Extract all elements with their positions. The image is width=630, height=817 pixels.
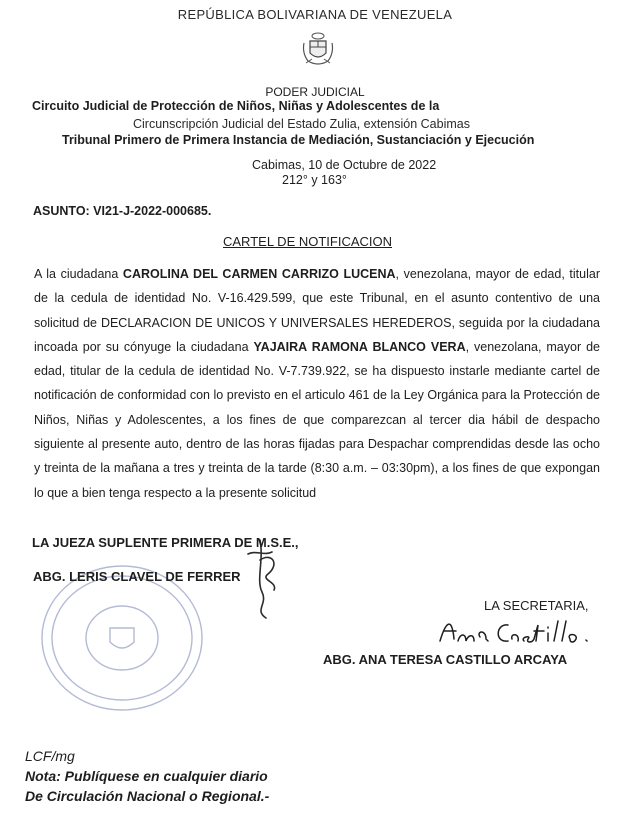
tribunal-heading: Tribunal Primero de Primera Instancia de Mediación, Sustanciación y Ejecución (62, 133, 535, 147)
note-line-1: Nota: Publíquese en cualquier diario (25, 768, 268, 784)
note-line-2: De Circulación Nacional o Regional.- (25, 788, 270, 804)
body-part-1: A la ciudadana (34, 267, 123, 281)
judge-name: ABG. LERIS CLAVEL DE FERRER (33, 569, 241, 584)
notice-body (34, 262, 600, 505)
secretary-name: ABG. ANA TERESA CASTILLO ARCAYA (323, 652, 568, 667)
notified-person-name: CAROLINA DEL CARMEN CARRIZO LUCENA (122, 267, 396, 281)
circuit-heading: Circuito Judicial de Protección de Niños, Niñas y Adolescentes de la (32, 99, 440, 113)
republic-heading: REPÚBLICA BOLIVARIANA DE VENEZUELA (177, 7, 453, 22)
body-part-3: , venezolana, mayor de edad, titular de la cedula de identidad No. V-7.739.922, se ha dispuesto instarle mediante cartel de notificación de conformidad con lo previsto en el articulo 461 de la Ley Orgánica para la Protección de Niños, Niñas y Adolescentes, a los fines de que comparezcan al tercer dia hábil de despacho siguiente al presente auto, dentro de las horas fijadas para Despachar comprendidas desde las ocho y treinta de la mañana a tres y treinta de la tarde (8:30 a.m. – 03:30pm), a los fines de que expongan lo que a bien tenga respecto a la presente solicitud (34, 339, 600, 500)
secretary-signature (436, 611, 606, 651)
body-part-2: , venezolana, mayor de edad, titular de la cedula de identidad No. V-16.429.599, que este Tribunal, en el asunto contentivo de una solicitud de DECLARACION DE UNICOS Y UNIVERSALES HEREDEROS, seguida por la ciudadana incoada por su cónyuge la ciudadana (34, 267, 600, 354)
judge-title: LA JUEZA SUPLENTE PRIMERA DE M.S.E., (32, 535, 299, 550)
document-date: Cabimas, 10 de Octubre de 2022 (252, 158, 437, 172)
petitioner-name: YAJAIRA RAMONA BLANCO VERA (253, 339, 466, 354)
document-years: 212° y 163° (282, 173, 347, 187)
document-title: CARTEL DE NOTIFICACION (223, 234, 393, 249)
coat-of-arms-icon (298, 29, 338, 69)
circumscription-heading: Circunscripción Judicial del Estado Zulia, extensión Cabimas (133, 117, 470, 131)
power-heading: PODER JUDICIAL (265, 85, 365, 99)
case-number: ASUNTO: VI21-J-2022-000685. (33, 204, 212, 218)
secretary-title: LA SECRETARIA, (484, 598, 589, 613)
initials: LCF/mg (25, 748, 75, 764)
